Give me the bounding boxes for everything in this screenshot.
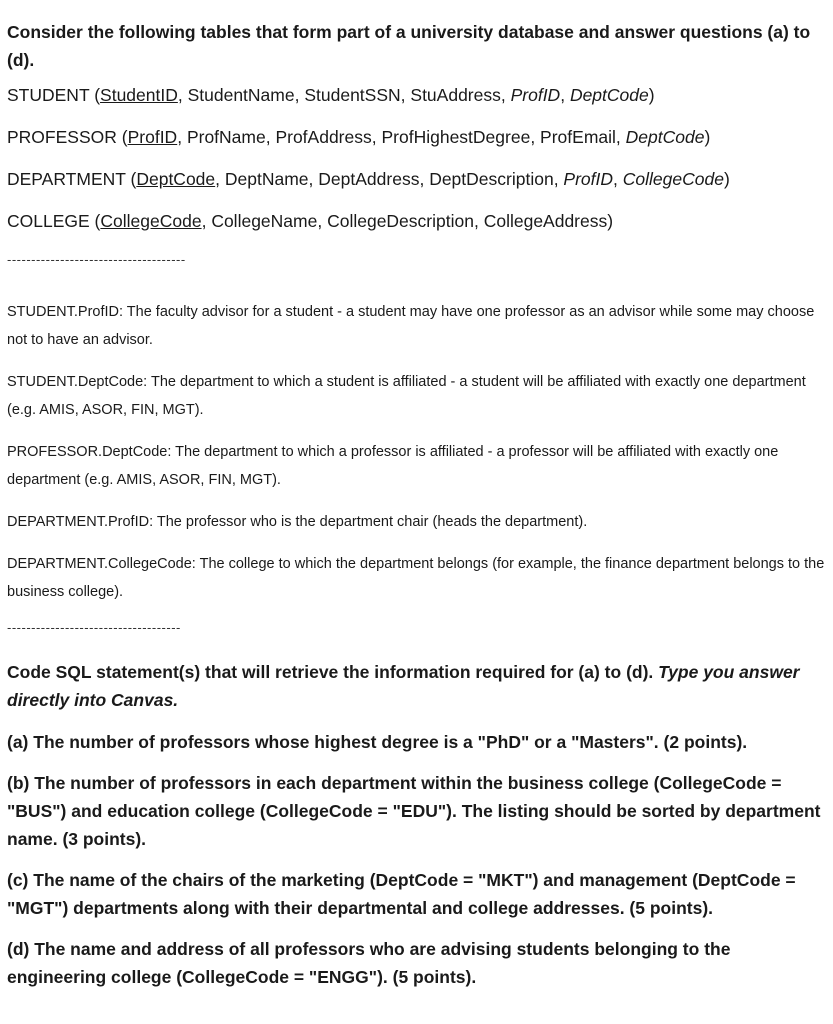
attr: ProfHighestDegree (381, 127, 531, 147)
attr: DeptName (224, 169, 309, 189)
attr: CollegeName (211, 211, 318, 231)
schema-professor: PROFESSOR (ProfID, ProfName, ProfAddress, ProfHighestDegree, ProfEmail, DeptCode) (7, 127, 711, 147)
relation-name: COLLEGE (7, 211, 90, 231)
attr: DeptAddress (318, 169, 420, 189)
foreign-key-attr: ProfID (510, 85, 561, 105)
attr: ProfName (186, 127, 266, 147)
question-a: (a) The number of professors whose highest degree is a "PhD" or a "Masters". (2 points). (7, 732, 748, 752)
questions-list (7, 728, 825, 991)
primary-key-attr: StudentID (100, 85, 178, 105)
attr: CollegeDescription (327, 211, 474, 231)
attr: StudentSSN (304, 85, 401, 105)
foreign-key-attr: DeptCode (569, 85, 649, 105)
relation-name: STUDENT (7, 85, 90, 105)
schema-student: STUDENT (StudentID, StudentName, StudentSSN, StuAddress, ProfID, DeptCode) (7, 85, 655, 105)
schema-list (7, 84, 825, 232)
primary-key-attr: ProfID (127, 127, 178, 147)
attr: CollegeAddress (483, 211, 608, 231)
task-main: Code SQL statement(s) that will retrieve the information required for (a) to (d). (7, 662, 659, 682)
question-b: (b) The number of professors in each department within the business college (CollegeCode = "BUS") and education college (CollegeCode = "EDU"). The listing should be sorted by department name. (3 points). (7, 773, 821, 849)
intro-text: Consider the following tables that form part of a university database and answer questions (a) to (d). (7, 22, 811, 70)
foreign-key-attr: DeptCode (625, 127, 705, 147)
notes-list (7, 298, 825, 606)
note-professor-deptcode: PROFESSOR.DeptCode: The department to which a professor is affiliated - a professor will be affiliated with exactly one department (e.g. AMIS, ASOR, FIN, MGT). (7, 444, 779, 488)
question-c: (c) The name of the chairs of the marketing (DeptCode = "MKT") and management (DeptCode = "MGT") departments along with their departmental and college addresses. (5 points). (7, 870, 796, 918)
primary-key-attr: CollegeCode (100, 211, 202, 231)
primary-key-attr: DeptCode (136, 169, 216, 189)
assignment-document (7, 18, 825, 1004)
foreign-key-attr: ProfID (563, 169, 614, 189)
note-student-deptcode: STUDENT.DeptCode: The department to which a student is affiliated - a student will be affiliated with exactly one department (e.g. AMIS, ASOR, FIN, MGT). (7, 374, 806, 418)
foreign-key-attr: CollegeCode (622, 169, 724, 189)
schema-department: DEPARTMENT (DeptCode, DeptName, DeptAddress, DeptDescription, ProfID, CollegeCode) (7, 169, 730, 189)
note-department-collegecode: DEPARTMENT.CollegeCode: The college to which the department belongs (for example, the finance department belongs to the business college). (7, 556, 825, 600)
attr: StudentName (187, 85, 295, 105)
schema-college: COLLEGE (CollegeCode, CollegeName, CollegeDescription, CollegeAddress) (7, 211, 614, 231)
attr: StuAddress (410, 85, 501, 105)
divider-top: ------------------------------------- (7, 252, 186, 267)
task-instruction (7, 658, 825, 714)
attr: ProfEmail (540, 127, 616, 147)
note-student-profid: STUDENT.ProfID: The faculty advisor for a student - a student may have one professor as an advisor while some may choose not to have an advisor. (7, 304, 815, 348)
relation-name: PROFESSOR (7, 127, 117, 147)
task-emphasis: Type you answer directly into Canvas. (7, 662, 800, 710)
note-department-profid: DEPARTMENT.ProfID: The professor who is the department chair (heads the department). (7, 514, 588, 530)
relation-name: DEPARTMENT (7, 169, 126, 189)
attr: ProfAddress (275, 127, 372, 147)
attr: DeptDescription (429, 169, 554, 189)
question-d: (d) The name and address of all professors who are advising students belonging to the engineering college (CollegeCode = "ENGG"). (5 points). (7, 939, 731, 987)
divider-bottom: ------------------------------------ (7, 620, 181, 635)
